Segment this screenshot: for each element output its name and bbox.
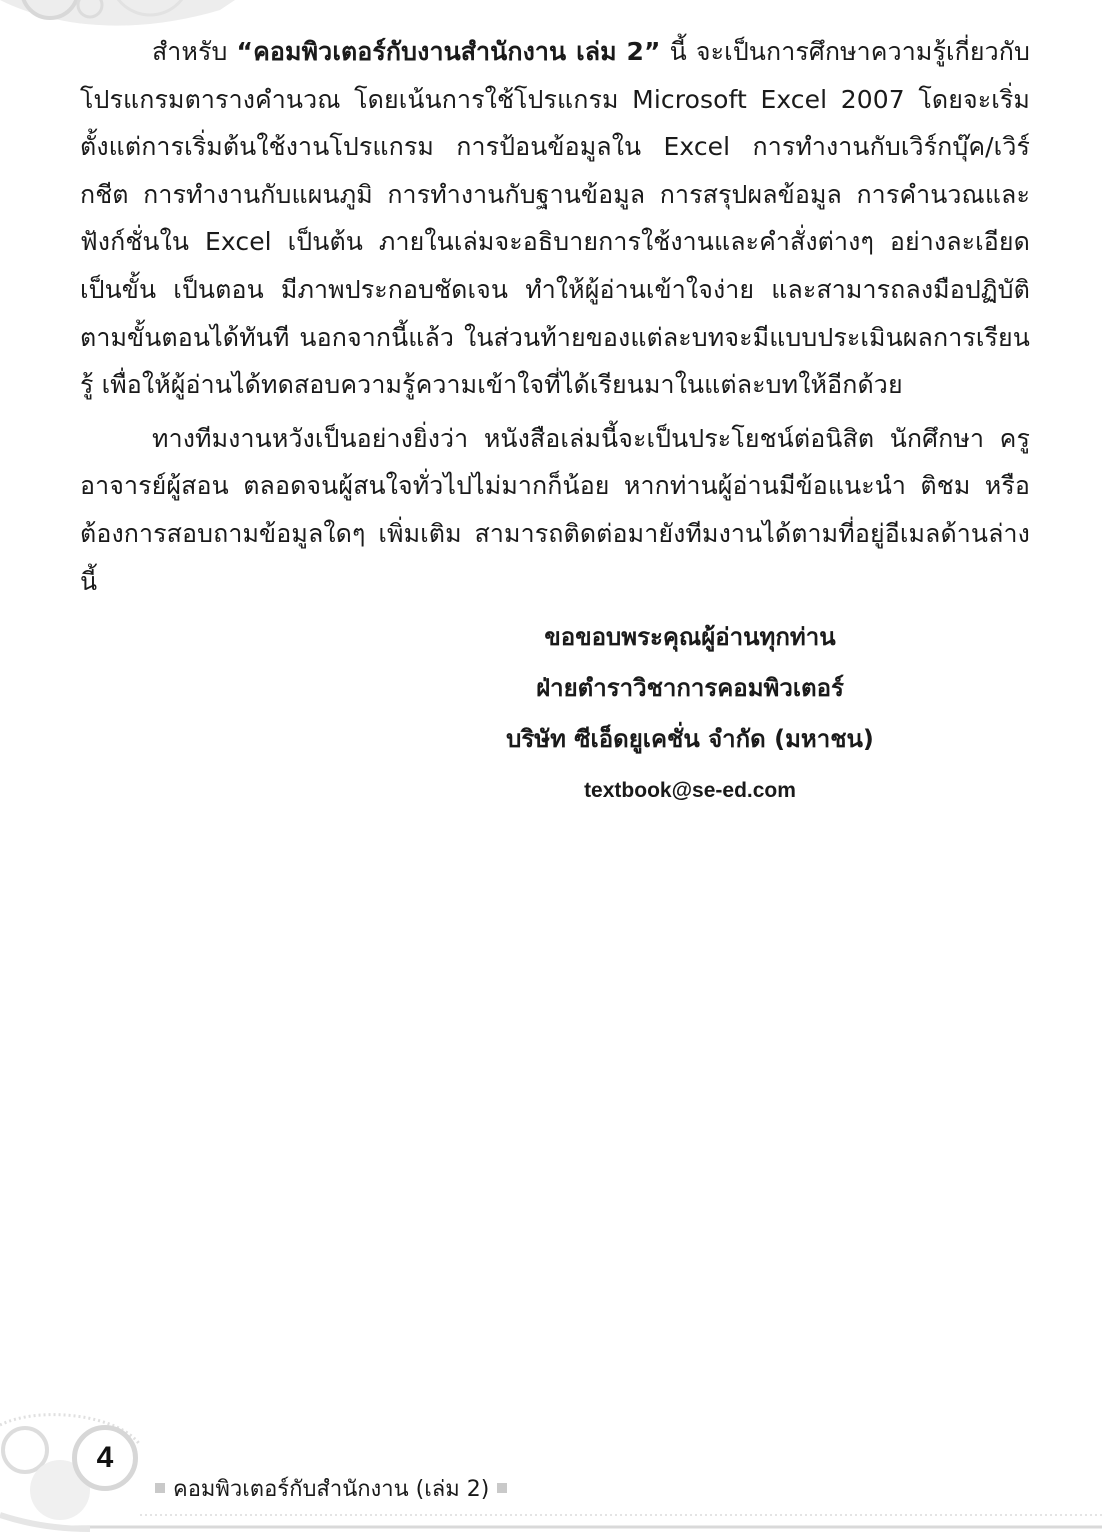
preface-body <box>80 28 1030 605</box>
signoff-company: บริษัท ซีเอ็ดยูเคชั่น จำกัด (มหาชน) <box>506 725 874 753</box>
signoff-block <box>380 612 1000 816</box>
page-number: 4 <box>72 1425 138 1491</box>
signoff-department: ฝ่ายตำราวิชาการคอมพิวเตอร์ <box>536 674 844 702</box>
p1-intro-text: สำหรับ <box>152 37 237 66</box>
p1-rest-text: นี้ จะเป็นการศึกษาความรู้เกี่ยวกับโปรแกรมตารางคำนวณ โดยเน้นการใช้โปรแกรม Microsoft Excel 2007 โดยจะเริ่มตั้งแต่การเริ่มต้นใช้งานโปรแกรม การป้อนข้อมูลใน Excel การทำงานกับเวิร์กบุ๊ค/เวิร์กชีต การทำงานกับแผนภูมิ การทำงานกับฐานข้อมูล การสรุปผลข้อมูล การคำนวณและฟังก์ชั่นใน Excel เป็นต้น ภายในเล่มจะอธิบายการใช้งานและคำสั่งต่างๆ อย่างละเอียด เป็นขั้น เป็นตอน มีภาพประกอบชัดเจน ทำให้ผู้อ่านเข้าใจง่าย และสามารถลงมือปฏิบัติตามขั้นตอนได้ทันที นอกจากนี้แล้ว ในส่วนท้ายของแต่ละบทจะมีแบบประเมินผลการเรียนรู้ เพื่อให้ผู้อ่านได้ทดสอบความรู้ความเข้าใจที่ได้เรียนมาในแต่ละบทให้อีกด้วย <box>80 37 1030 400</box>
book-title: “คอมพิวเตอร์กับงานสำนักงาน เล่ม 2” <box>236 37 661 66</box>
running-header <box>155 1472 507 1504</box>
preface-paragraph-2: ทางทีมงานหวังเป็นอย่างยิ่งว่า หนังสือเล่มนี้จะเป็นประโยชน์ต่อนิสิต นักศึกษา ครู อาจารย์ผู้สอน ตลอดจนผู้สนใจทั่วไปไม่มากก็น้อย หากท่านผู้อ่านมีข้อแนะนำ ติชม หรือต้องการสอบถามข้อมูลใดๆ เพิ่มเติม สามารถติดต่อมายังทีมงานได้ตามที่อยู่อีเมลด้านล่างนี้ <box>80 423 1031 596</box>
square-bullet-icon <box>155 1483 165 1493</box>
running-header-text: คอมพิวเตอร์กับสำนักงาน (เล่ม 2) <box>173 1476 490 1502</box>
footer-decoration <box>0 1395 1102 1535</box>
square-bullet-icon <box>497 1483 507 1493</box>
signoff-thanks: ขอขอบพระคุณผู้อ่านทุกท่าน <box>544 623 836 651</box>
preface-paragraph-1 <box>80 28 1030 409</box>
contact-email: textbook@se-ed.com <box>584 779 796 802</box>
